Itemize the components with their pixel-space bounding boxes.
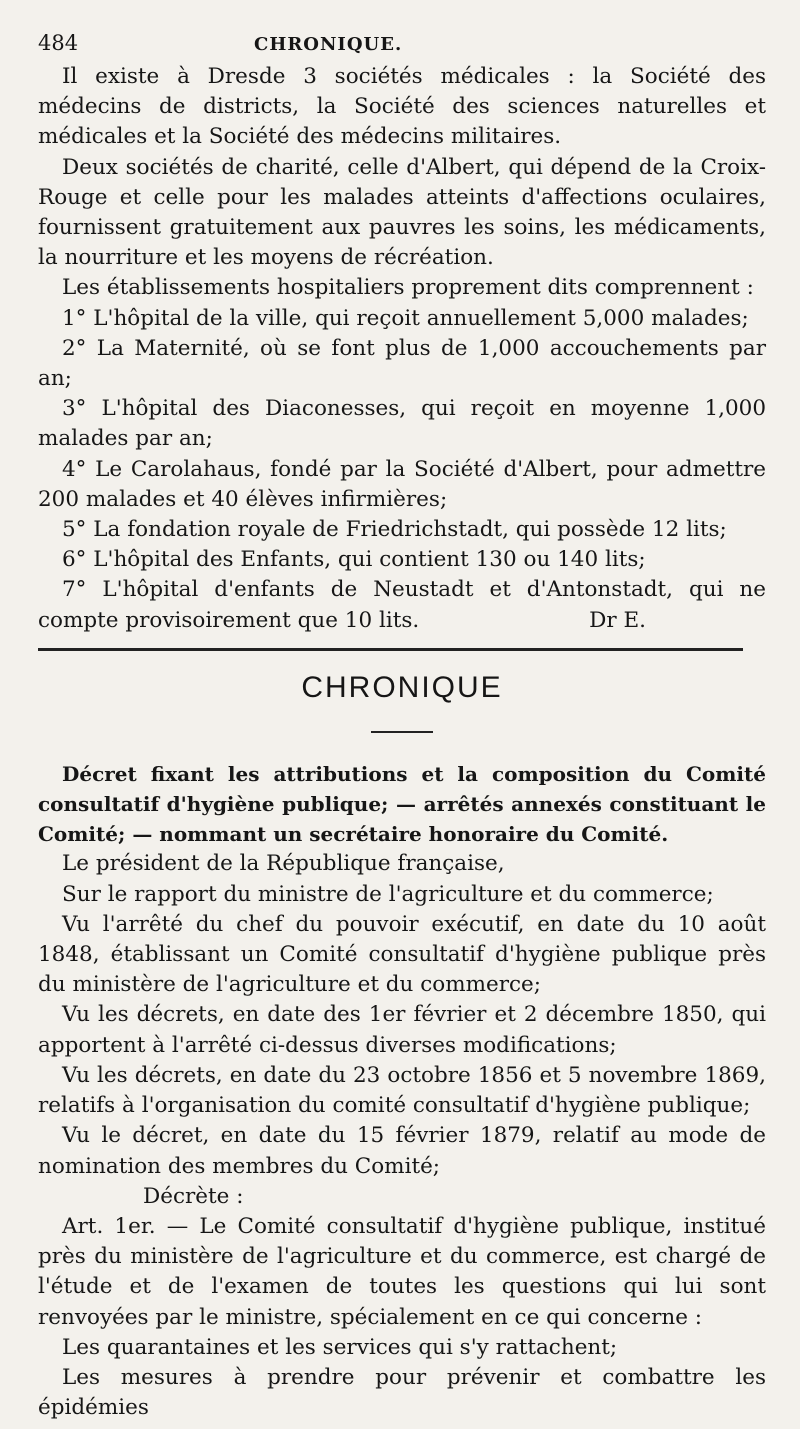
title-underline	[371, 731, 433, 733]
paragraph-societies: Il existe à Dresde 3 sociétés médicales : la Société des médecins de districts, la Société des sciences naturelles et médicales et la Société des médecins militaires.	[38, 64, 766, 150]
decree-line: Vu l'arrêté du chef du pouvoir exécutif, en date du 10 août 1848, établissant un Comité consultatif d'hygiène publique près du ministère de l'agriculture et du commerce;	[38, 911, 766, 998]
page-number: 484	[38, 31, 79, 55]
decrete-label: Décrète :	[143, 1183, 244, 1209]
hospital-item: 1° L'hôpital de la ville, qui reçoit annuellement 5,000 malades;	[62, 305, 749, 331]
hospital-item: 4° Le Carolahaus, fondé par la Société d'Albert, pour admettre 200 malades et 40 élèves infirmières;	[38, 456, 766, 512]
section-divider	[38, 648, 743, 651]
decree-heading: Décret fixant les attributions et la composition du Comité consultatif d'hygiène publique; — arrêtés annexés constituant le Comité; — nommant un secrétaire honoraire du Comité.	[38, 761, 766, 847]
decree-line: Vu les décrets, en date du 23 octobre 1856 et 5 novembre 1869, relatifs à l'organisation du comité consultatif d'hygiène publique;	[38, 1062, 766, 1119]
page-header	[38, 28, 766, 62]
hospital-item: 6° L'hôpital des Enfants, qui contient 130 ou 140 lits;	[62, 547, 646, 573]
paragraph-charity: Deux sociétés de charité, celle d'Albert, qui dépend de la Croix-Rouge et celle pour les malades atteints d'affections oculaires, fournissent gratuitement aux pauvres les soins, les médicaments, la nourriture et les moyens de récréation.	[38, 154, 766, 271]
page	[38, 28, 766, 1423]
article-1: Art. 1er. — Le Comité consultatif d'hygiène publique, institué près du ministère de l'agriculture et du commerce, est chargé de l'étude et de l'examen de toutes les questions qui lui sont renvoyées par le ministre, spécialement en ce qui concerne :	[38, 1213, 766, 1330]
running-title: CHRONIQUE.	[254, 34, 403, 55]
paragraph-hospitals-intro: Les établissements hospitaliers proprement dits comprennent :	[62, 275, 754, 301]
decree-line: Sur le rapport du ministre de l'agriculture et du commerce;	[62, 881, 714, 907]
section-title: CHRONIQUE	[301, 670, 503, 704]
hospital-item-7: 7° L'hôpital d'enfants de Neustadt et d'Antonstadt, qui ne compte provisoirement que 10 lits.	[38, 577, 766, 633]
hospital-item: 2° La Maternité, où se font plus de 1,000 accouchements par an;	[38, 335, 766, 392]
decree-line: Le président de la République française,	[62, 851, 505, 877]
hospital-item: 5° La fondation royale de Friedrichstadt, qui possède 12 lits;	[62, 517, 727, 543]
article-1-item: Les mesures à prendre pour prévenir et combattre les épidémies	[38, 1364, 766, 1421]
article-1-item: Les quarantaines et les services qui s'y rattachent;	[62, 1334, 618, 1360]
hospital-item-last	[38, 575, 766, 635]
hospital-item: 3° L'hôpital des Diaconesses, qui reçoit en moyenne 1,000 malades par an;	[38, 396, 766, 452]
signature: Dr E.	[589, 607, 646, 633]
decree-line: Vu les décrets, en date des 1er février et 2 décembre 1850, qui apportent à l'arrêté ci-dessus diverses modifications;	[38, 1002, 766, 1058]
decree-line: Vu le décret, en date du 15 février 1879, relatif au mode de nomination des membres du Comité;	[38, 1123, 766, 1179]
